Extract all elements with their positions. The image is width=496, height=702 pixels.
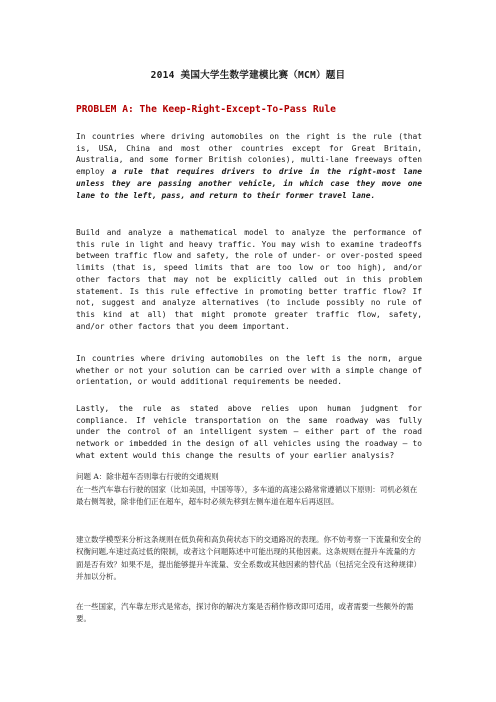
document-title: 2014 美国大学生数学建模比赛（MCM）题目 — [150, 70, 346, 81]
paragraph-intelligent-system: Lastly, the rule as stated above relies upon human judgment for compliance. If vehicle transportation on the same roadway was fully under the control of an intelligent system – either part of the road network or imbedded in the design of all vehicles using the roadway – to what extent would this change the results of your earlier analysis? — [76, 404, 422, 460]
paragraph-model: Build and analyze a mathematical model to analyze the performance of this rule in light and heavy traffic. You may wish to examine tradeoffs between traffic flow and safety, the role of under- or over-posted speed limits (that is, speed limits that are too low or too high), and/or other factors that may not be explicitly called out in this problem statement. Is this rule effective in promoting better traffic flow? If not, suggest and analyze alternatives (to include possibly no rule of this kind at all) that might promote greater traffic flow, safety, and/or other factors that you deem important. — [76, 228, 422, 331]
paragraph-left-driving: In countries where driving automobiles on the left is the norm, argue whether or not your solution can be carried over with a simple change of orientation, or would additional requirements be needed. — [76, 354, 422, 387]
rule-statement: a rule that requires drivers to drive in the right-most lane unless they are passing another vehicle, in which case they move one lane to the left, pass, and return to their former travel lane. — [76, 167, 422, 200]
cn-paragraph-left-driving: 在一些国家，汽车靠左形式是常态，探讨你的解决方案是否稍作修改即可适用，或者需要一些额外的需要。 — [76, 602, 414, 624]
cn-paragraph-rule: 在一些汽车靠右行驶的国家（比如美国，中国等等），多车道的高速公路常常遵循以下原则：司机必须在最右侧驾驶，除非他们正在超车，超车时必须先移到左侧车道在超车后再返回。 — [76, 485, 418, 507]
problem-heading: PROBLEM A: The Keep-Right-Except-To-Pass Rule — [76, 104, 336, 115]
cn-heading: 问题 A：除非超车否则靠右行驶的交通规则 — [76, 472, 219, 481]
paragraph-intro — [76, 131, 422, 201]
intro-text: In countries where driving automobiles on the right is the rule (that is, USA, China and most other countries except for Great Britain, Australia, and some former British colonies), multi-lane freeways often employ — [76, 132, 422, 177]
cn-paragraph-model: 建立数学模型来分析这条规则在低负荷和高负荷状态下的交通路况的表现。你不妨考察一下流量和安全的权衡问题,车速过高过低的限制，或者这个问题陈述中可能出现的其他因素。这条规则在提升车流量的方面是否有效？如果不是，提出能够提升车流量、安全系数或其他因素的替代品（包括完全没有这种规律）并加以分析。 — [76, 535, 421, 582]
